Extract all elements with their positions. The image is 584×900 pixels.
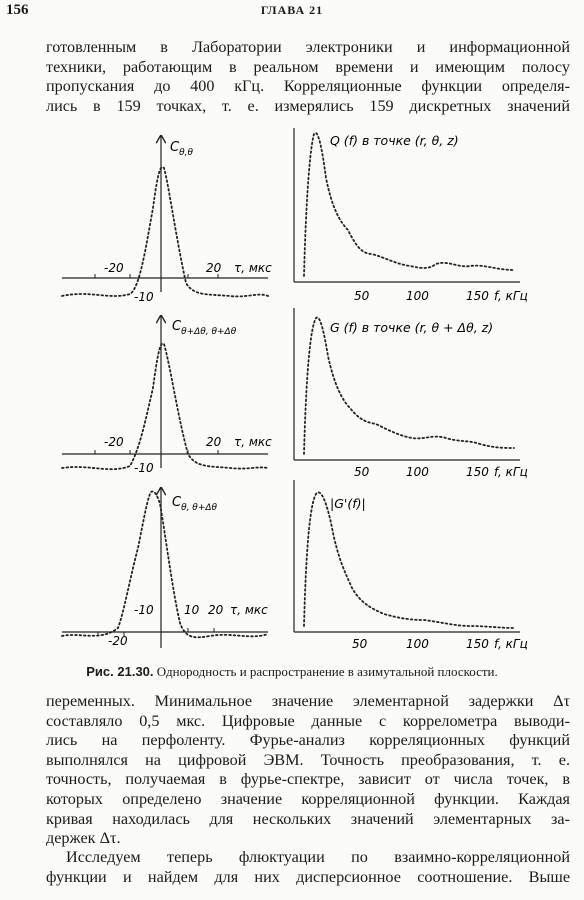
tick-label: -10: [134, 603, 154, 617]
text-line: готовленным в Лаборатории электроники и информационной: [46, 38, 570, 56]
spectrum-curve: [304, 317, 514, 454]
figure-21-30: [0, 118, 584, 658]
correlation-curve: [62, 343, 268, 469]
y-axis-label: $C_{\theta, \theta+\Delta\theta}$: [172, 495, 218, 513]
text-line: держек Δτ.: [46, 829, 121, 848]
text-line: пропускания до 400 кГц. Корреляционные функции определя-: [46, 77, 570, 96]
tick-label: 20: [206, 435, 222, 449]
correlation-curve: [62, 167, 268, 296]
text-line: точность, получаемая в фурье-спектре, зависит от числа точек, в: [46, 770, 570, 789]
tick-label: 150: [466, 289, 489, 303]
axis-label: τ, мкс: [234, 261, 272, 275]
spectrum-panel-3: [294, 480, 528, 651]
text-line: техники, работающим в реальном времени и имеющим полосу: [46, 57, 570, 76]
autocorrelation-panel-2: [62, 316, 272, 475]
panel-title: Q (f) в точке (r, θ, z): [330, 133, 459, 148]
text-line: кривая находилась для нескольких значений элементарных за-: [46, 809, 570, 828]
tick-label: 10: [184, 603, 200, 617]
axis-label: τ, мкс: [230, 603, 268, 617]
spectrum-curve: [304, 133, 514, 276]
caption-label: Рис. 21.30.: [86, 664, 154, 679]
text-line: лись на перфоленту. Фурье-анализ корреляционных функций: [46, 731, 570, 750]
text-line: выполнялся на цифровой ЭВМ. Точность преобразования, т. е.: [46, 750, 570, 769]
text-line: которых определено значение корреляционной функции. Каждая: [46, 789, 570, 808]
y-axis-label: $C_{\theta,\theta}$: [170, 140, 193, 158]
tick-label: 100: [406, 289, 429, 303]
spectrum-panel-2: [294, 308, 528, 479]
axis-label: τ, мкс: [234, 435, 272, 449]
spectrum-panel-1: [294, 128, 528, 303]
figure-caption: [0, 664, 584, 680]
tick-label: 150: [466, 637, 489, 651]
tick-label: 20: [206, 261, 222, 275]
tick-label: -10: [134, 461, 154, 475]
autocorrelation-panel-1: [62, 136, 272, 304]
y-axis-label: $C_{\theta+\Delta\theta, \theta+\Delta\theta}$: [172, 319, 237, 337]
page-number: 156: [6, 2, 29, 18]
tick-label: 50: [352, 637, 368, 651]
chapter-title: ГЛАВА 21: [260, 3, 324, 17]
tick-label: 20: [208, 603, 224, 617]
caption-text: Однородность и распространение в азимутальной плоскости.: [156, 664, 498, 679]
tick-label: -20: [104, 261, 124, 275]
panel-title: |G'(f)|: [330, 496, 366, 511]
text-line: переменных. Минимальное значение элементарной задержки Δτ: [46, 692, 570, 710]
paragraph-bottom: [46, 848, 570, 887]
text-line: функции и найдем для них дисперсионное соотношение. Выше: [46, 867, 570, 886]
tick-label: 150: [466, 465, 489, 479]
tick-label: 100: [406, 637, 429, 651]
axis-label: f, кГц: [494, 637, 528, 651]
text-line: составляло 0,5 мкс. Цифровые данные с коррелометра выводи-: [46, 711, 570, 730]
text-line: Исследуем теперь флюктуации по взаимно-корреляционной: [66, 848, 570, 866]
tick-label: 100: [406, 465, 429, 479]
panel-title: G (f) в точке (r, θ + Δθ, z): [330, 320, 494, 335]
tick-label: -20: [104, 435, 124, 449]
paragraph-middle: [46, 692, 570, 849]
paragraph-top: [46, 38, 570, 116]
spectrum-curve: [304, 492, 514, 628]
tick-label: -20: [108, 634, 128, 648]
tick-label: -10: [134, 290, 154, 304]
axis-label: f, кГц: [494, 465, 528, 479]
cross-correlation-panel: [62, 488, 268, 648]
text-line: лись в 159 точках, т. е. измерялись 159 дискретных значений: [46, 96, 570, 115]
tick-label: 50: [354, 289, 370, 303]
page-header: [0, 0, 584, 22]
axis-label: f, кГц: [494, 289, 528, 303]
tick-label: 50: [354, 465, 370, 479]
